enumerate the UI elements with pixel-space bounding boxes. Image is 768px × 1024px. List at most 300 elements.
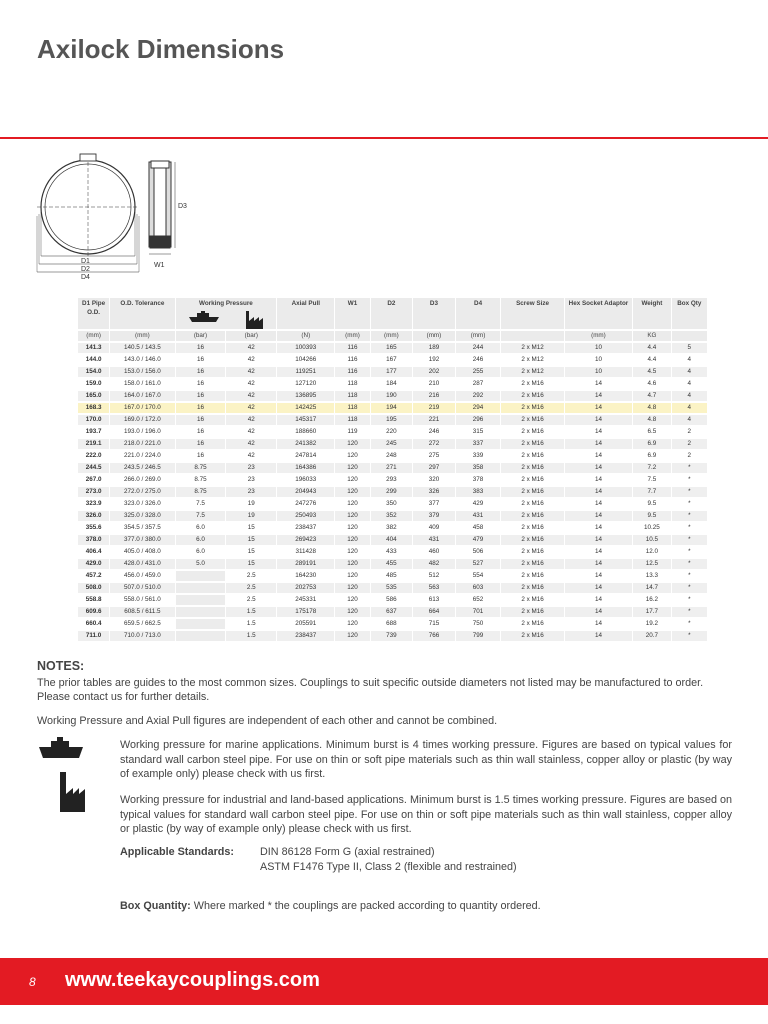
table-cell: 221: [413, 415, 455, 425]
table-cell: 120: [335, 511, 369, 521]
table-cell: 750: [456, 619, 501, 629]
table-row: [78, 463, 707, 473]
table-cell: 120: [335, 595, 369, 605]
table-cell: 479: [456, 535, 501, 545]
header-divider: [0, 137, 768, 139]
table-cell: 10: [565, 367, 633, 377]
table-cell: 243.5 / 246.5: [110, 463, 174, 473]
table-cell: 42: [226, 403, 276, 413]
table-row: [78, 343, 707, 353]
table-row: [78, 535, 707, 545]
table-cell: 563: [413, 583, 455, 593]
table-cell: *: [672, 631, 707, 641]
table-cell: 177: [371, 367, 413, 377]
applicable-standards: [120, 845, 732, 874]
table-cell: 14: [565, 619, 633, 629]
col-d1: D1 Pipe O.D.: [78, 298, 109, 329]
table-cell: 266.0 / 269.0: [110, 475, 174, 485]
table-cell: 382: [371, 523, 413, 533]
table-cell: 458: [456, 523, 501, 533]
table-cell: 219: [413, 403, 455, 413]
table-cell: 2 x M16: [501, 487, 563, 497]
unit-cell: (mm): [565, 331, 633, 341]
table-cell: 188660: [277, 427, 334, 437]
table-cell: 4: [672, 415, 707, 425]
factory-icon: [59, 772, 85, 812]
label-d3: D3: [178, 203, 187, 210]
table-cell: 377.0 / 380.0: [110, 535, 174, 545]
table-cell: 456.0 / 459.0: [110, 571, 174, 581]
table-cell: 4.4: [633, 355, 670, 365]
table-cell: 586: [371, 595, 413, 605]
table-cell: 293: [371, 475, 413, 485]
table-cell: 167.0 / 170.0: [110, 403, 174, 413]
table-cell: 799: [456, 631, 501, 641]
table-cell: 14: [565, 607, 633, 617]
table-row: [78, 631, 707, 641]
table-cell: 2: [672, 451, 707, 461]
table-cell: 140.5 / 143.5: [110, 343, 174, 353]
table-cell: 246: [413, 427, 455, 437]
table-cell: 320: [413, 475, 455, 485]
table-cell: *: [672, 499, 707, 509]
table-cell: 238437: [277, 631, 334, 641]
table-row: [78, 355, 707, 365]
table-cell: 294: [456, 403, 501, 413]
table-cell: 10.25: [633, 523, 670, 533]
table-cell: 14: [565, 475, 633, 485]
table-cell: 2 x M16: [501, 475, 563, 485]
table-cell: 14: [565, 511, 633, 521]
table-cell: 482: [413, 559, 455, 569]
table-cell: 2 x M16: [501, 451, 563, 461]
table-cell: 315: [456, 427, 501, 437]
website-link[interactable]: www.teekaycouplings.com: [65, 969, 320, 991]
table-cell: 339: [456, 451, 501, 461]
table-cell: 4.6: [633, 379, 670, 389]
table-cell: 14: [565, 535, 633, 545]
table-cell: 4.5: [633, 367, 670, 377]
table-cell: 296: [456, 415, 501, 425]
table-cell: 153.0 / 156.0: [110, 367, 174, 377]
table-cell: 535: [371, 583, 413, 593]
table-cell: 42: [226, 343, 276, 353]
table-cell: [176, 583, 226, 593]
pipe-od-cell: 609.6: [78, 607, 109, 617]
table-cell: [176, 619, 226, 629]
table-cell: 10: [565, 355, 633, 365]
pipe-od-cell: 406.4: [78, 547, 109, 557]
table-cell: 2 x M16: [501, 631, 563, 641]
table-cell: 6.9: [633, 439, 670, 449]
table-cell: 6.5: [633, 427, 670, 437]
table-cell: 120: [335, 499, 369, 509]
table-cell: 14: [565, 547, 633, 557]
pipe-od-cell: 154.0: [78, 367, 109, 377]
table-cell: 275: [413, 451, 455, 461]
table-cell: 506: [456, 547, 501, 557]
unit-cell: (mm): [78, 331, 109, 341]
page-number: 8: [29, 975, 36, 989]
table-cell: 145317: [277, 415, 334, 425]
table-cell: 16: [176, 379, 226, 389]
table-cell: 378: [456, 475, 501, 485]
table-cell: 428.0 / 431.0: [110, 559, 174, 569]
table-cell: 8.75: [176, 487, 226, 497]
table-cell: 218.0 / 221.0: [110, 439, 174, 449]
col-screw-size: Screw Size: [501, 298, 563, 329]
pipe-od-cell: 193.7: [78, 427, 109, 437]
table-row: [78, 607, 707, 617]
table-cell: 14: [565, 379, 633, 389]
table-cell: 23: [226, 475, 276, 485]
table-cell: 120: [335, 571, 369, 581]
table-cell: 460: [413, 547, 455, 557]
table-cell: *: [672, 619, 707, 629]
table-cell: 558.0 / 561.0: [110, 595, 174, 605]
table-cell: 289191: [277, 559, 334, 569]
table-cell: 2 x M16: [501, 511, 563, 521]
table-cell: 142425: [277, 403, 334, 413]
table-cell: 358: [456, 463, 501, 473]
table-cell: 15: [226, 547, 276, 557]
table-cell: 104266: [277, 355, 334, 365]
table-cell: 14: [565, 439, 633, 449]
col-d2: D2: [371, 298, 413, 329]
table-cell: 7.2: [633, 463, 670, 473]
table-cell: 4: [672, 367, 707, 377]
table-cell: 204943: [277, 487, 334, 497]
table-cell: 164230: [277, 571, 334, 581]
table-row: [78, 415, 707, 425]
table-cell: 433: [371, 547, 413, 557]
ship-icon: [189, 311, 219, 323]
table-cell: 4: [672, 355, 707, 365]
table-cell: *: [672, 523, 707, 533]
table-cell: 120: [335, 547, 369, 557]
col-d4: D4: [456, 298, 501, 329]
table-cell: 4.8: [633, 415, 670, 425]
industrial-note-text: Working pressure for industrial and land-based applications. Minimum burst is 1.5 times working pressure. Figures are based on typical values for standard wall carbon steel pipe. For use on thin or soft pipe materials such as thin wall stainless, copper alloy or plastic (by way of example only) please check with us first.: [120, 794, 732, 835]
table-cell: 14: [565, 463, 633, 473]
table-cell: 287: [456, 379, 501, 389]
label-d1: D1: [81, 258, 90, 265]
pipe-od-cell: 141.3: [78, 343, 109, 353]
table-cell: 14: [565, 559, 633, 569]
pipe-od-cell: 273.0: [78, 487, 109, 497]
table-cell: 14: [565, 571, 633, 581]
unit-cell: (bar): [226, 331, 276, 341]
table-cell: 120: [335, 439, 369, 449]
table-cell: 297: [413, 463, 455, 473]
table-cell: 16.2: [633, 595, 670, 605]
table-cell: 14: [565, 415, 633, 425]
col-hex-socket: Hex Socket Adaptor: [565, 298, 633, 329]
table-cell: 120: [335, 463, 369, 473]
table-cell: 2 x M16: [501, 439, 563, 449]
unit-cell: (bar): [176, 331, 226, 341]
label-d4: D4: [81, 274, 90, 281]
table-cell: 118: [335, 415, 369, 425]
box-quantity-label: Box Quantity:: [120, 900, 191, 912]
pipe-od-cell: 159.0: [78, 379, 109, 389]
table-cell: 165: [371, 343, 413, 353]
table-cell: 2: [672, 427, 707, 437]
table-cell: 246: [456, 355, 501, 365]
table-cell: 2 x M16: [501, 571, 563, 581]
table-cell: 245331: [277, 595, 334, 605]
table-cell: 143.0 / 146.0: [110, 355, 174, 365]
table-cell: 16: [176, 367, 226, 377]
pipe-od-cell: 170.0: [78, 415, 109, 425]
table-cell: 19: [226, 499, 276, 509]
table-cell: 409: [413, 523, 455, 533]
table-units-row: [78, 331, 707, 341]
table-cell: 23: [226, 487, 276, 497]
pipe-od-cell: 222.0: [78, 451, 109, 461]
table-cell: 15: [226, 559, 276, 569]
table-cell: 245: [371, 439, 413, 449]
table-cell: 12.5: [633, 559, 670, 569]
table-cell: 404: [371, 535, 413, 545]
table-cell: 189: [413, 343, 455, 353]
table-cell: 118: [335, 379, 369, 389]
table-header-row: [78, 298, 707, 329]
table-cell: 431: [413, 535, 455, 545]
unit-cell: (mm): [456, 331, 501, 341]
table-cell: 350: [371, 499, 413, 509]
table-cell: 16: [176, 343, 226, 353]
table-cell: [176, 571, 226, 581]
table-row: [78, 487, 707, 497]
table-cell: 119: [335, 427, 369, 437]
table-cell: *: [672, 607, 707, 617]
pipe-od-cell: 558.8: [78, 595, 109, 605]
table-cell: 164.0 / 167.0: [110, 391, 174, 401]
table-cell: 272: [413, 439, 455, 449]
coupling-side-view: [149, 161, 175, 254]
table-cell: 2.5: [226, 583, 276, 593]
col-working-pressure: [176, 298, 277, 329]
pipe-od-cell: 165.0: [78, 391, 109, 401]
table-cell: 4: [672, 379, 707, 389]
table-cell: 120: [335, 451, 369, 461]
pipe-od-cell: 457.2: [78, 571, 109, 581]
table-cell: 701: [456, 607, 501, 617]
table-cell: 42: [226, 355, 276, 365]
table-cell: [176, 595, 226, 605]
table-cell: 42: [226, 367, 276, 377]
label-d2: D2: [81, 266, 90, 273]
table-cell: 116: [335, 367, 369, 377]
pipe-od-cell: 326.0: [78, 511, 109, 521]
notes-paragraph-2: Working Pressure and Axial Pull figures are independent of each other and cannot be combined.: [37, 714, 498, 727]
table-cell: 652: [456, 595, 501, 605]
table-cell: 4: [672, 403, 707, 413]
table-row: [78, 439, 707, 449]
table-cell: 100393: [277, 343, 334, 353]
table-cell: 2 x M16: [501, 379, 563, 389]
table-cell: 42: [226, 391, 276, 401]
table-row: [78, 499, 707, 509]
table-cell: 603: [456, 583, 501, 593]
unit-cell: (mm): [371, 331, 413, 341]
table-cell: 158.0 / 161.0: [110, 379, 174, 389]
table-cell: 119251: [277, 367, 334, 377]
unit-cell: (mm): [413, 331, 455, 341]
table-cell: 2 x M16: [501, 607, 563, 617]
table-cell: 429: [456, 499, 501, 509]
table-cell: 299: [371, 487, 413, 497]
table-cell: *: [672, 571, 707, 581]
table-cell: *: [672, 595, 707, 605]
table-cell: 14: [565, 499, 633, 509]
table-cell: 136895: [277, 391, 334, 401]
table-cell: 210: [413, 379, 455, 389]
table-cell: 14: [565, 403, 633, 413]
table-cell: 7.5: [176, 499, 226, 509]
table-cell: 6.0: [176, 547, 226, 557]
pipe-od-cell: 711.0: [78, 631, 109, 641]
table-cell: 10: [565, 343, 633, 353]
table-cell: 337: [456, 439, 501, 449]
pipe-od-cell: 355.6: [78, 523, 109, 533]
pipe-od-cell: 508.0: [78, 583, 109, 593]
table-cell: 659.5 / 662.5: [110, 619, 174, 629]
standards-label: Applicable Standards:: [120, 846, 234, 858]
table-body: [78, 343, 707, 641]
table-cell: *: [672, 487, 707, 497]
table-cell: 169.0 / 172.0: [110, 415, 174, 425]
pipe-od-cell: 244.5: [78, 463, 109, 473]
table-cell: 118: [335, 403, 369, 413]
table-cell: 271: [371, 463, 413, 473]
table-cell: 431: [456, 511, 501, 521]
table-cell: *: [672, 559, 707, 569]
table-cell: 19: [226, 511, 276, 521]
table-cell: 116: [335, 355, 369, 365]
table-cell: 2 x M16: [501, 427, 563, 437]
table-cell: [176, 631, 226, 641]
table-cell: 326: [413, 487, 455, 497]
table-cell: 248: [371, 451, 413, 461]
table-cell: 2 x M16: [501, 523, 563, 533]
table-cell: 2 x M16: [501, 559, 563, 569]
table-cell: 6.0: [176, 523, 226, 533]
table-cell: 120: [335, 535, 369, 545]
pipe-od-cell: 219.1: [78, 439, 109, 449]
table-cell: 455: [371, 559, 413, 569]
table-cell: 14.7: [633, 583, 670, 593]
table-cell: 120: [335, 523, 369, 533]
factory-icon: [245, 311, 263, 329]
table-cell: 42: [226, 427, 276, 437]
table-cell: 116: [335, 343, 369, 353]
table-cell: 120: [335, 487, 369, 497]
table-cell: 238437: [277, 523, 334, 533]
table-cell: 244: [456, 343, 501, 353]
table-cell: 688: [371, 619, 413, 629]
table-cell: 14: [565, 427, 633, 437]
table-cell: 164386: [277, 463, 334, 473]
notes-section: [37, 659, 732, 912]
table-cell: 8.75: [176, 475, 226, 485]
table-cell: 739: [371, 631, 413, 641]
table-row: [78, 475, 707, 485]
table-cell: 4: [672, 391, 707, 401]
table-cell: 9.5: [633, 499, 670, 509]
table-cell: 710.0 / 713.0: [110, 631, 174, 641]
table-cell: 118: [335, 391, 369, 401]
table-cell: 15: [226, 523, 276, 533]
table-cell: 2 x M12: [501, 343, 563, 353]
table-cell: *: [672, 463, 707, 473]
table-row: [78, 403, 707, 413]
pipe-od-cell: 323.9: [78, 499, 109, 509]
table-cell: 16: [176, 427, 226, 437]
table-cell: 14: [565, 487, 633, 497]
col-d3: D3: [413, 298, 455, 329]
coupling-diagram: [30, 152, 200, 287]
table-row: [78, 595, 707, 605]
table-row: [78, 559, 707, 569]
table-cell: 196033: [277, 475, 334, 485]
table-cell: 220: [371, 427, 413, 437]
table-cell: 7.5: [633, 475, 670, 485]
table-cell: 194: [371, 403, 413, 413]
table-cell: 2 x M16: [501, 583, 563, 593]
table-cell: 507.0 / 510.0: [110, 583, 174, 593]
col-od: O.D. Tolerance: [110, 298, 174, 329]
table-cell: 637: [371, 607, 413, 617]
table-cell: 250493: [277, 511, 334, 521]
box-quantity-text: Where marked * the couplings are packed according to quantity ordered.: [190, 900, 541, 912]
unit-cell: [501, 331, 563, 341]
table-cell: 5: [672, 343, 707, 353]
table-cell: 405.0 / 408.0: [110, 547, 174, 557]
table-cell: 2 x M16: [501, 403, 563, 413]
table-cell: 2: [672, 439, 707, 449]
page-title: Axilock Dimensions: [37, 34, 285, 64]
table-cell: [176, 607, 226, 617]
table-cell: 16: [176, 355, 226, 365]
unit-cell: KG: [633, 331, 670, 341]
table-cell: 2 x M16: [501, 415, 563, 425]
table-cell: 247276: [277, 499, 334, 509]
coupling-front-view: [37, 154, 139, 272]
table-cell: 120: [335, 559, 369, 569]
table-cell: 12.0: [633, 547, 670, 557]
table-row: [78, 451, 707, 461]
table-cell: 42: [226, 451, 276, 461]
pipe-od-cell: 378.0: [78, 535, 109, 545]
table-cell: 4.8: [633, 403, 670, 413]
table-cell: 2 x M16: [501, 391, 563, 401]
pipe-od-cell: 168.3: [78, 403, 109, 413]
table-row: [78, 427, 707, 437]
col-box-qty: Box Qty: [672, 298, 707, 329]
table-cell: 383: [456, 487, 501, 497]
table-cell: 167: [371, 355, 413, 365]
col-axial-pull: Axial Pull: [277, 298, 334, 329]
table-cell: 10.5: [633, 535, 670, 545]
table-cell: 120: [335, 619, 369, 629]
table-cell: 16: [176, 391, 226, 401]
table-cell: 2 x M16: [501, 463, 563, 473]
table-cell: 664: [413, 607, 455, 617]
table-cell: 127120: [277, 379, 334, 389]
table-cell: 192: [413, 355, 455, 365]
